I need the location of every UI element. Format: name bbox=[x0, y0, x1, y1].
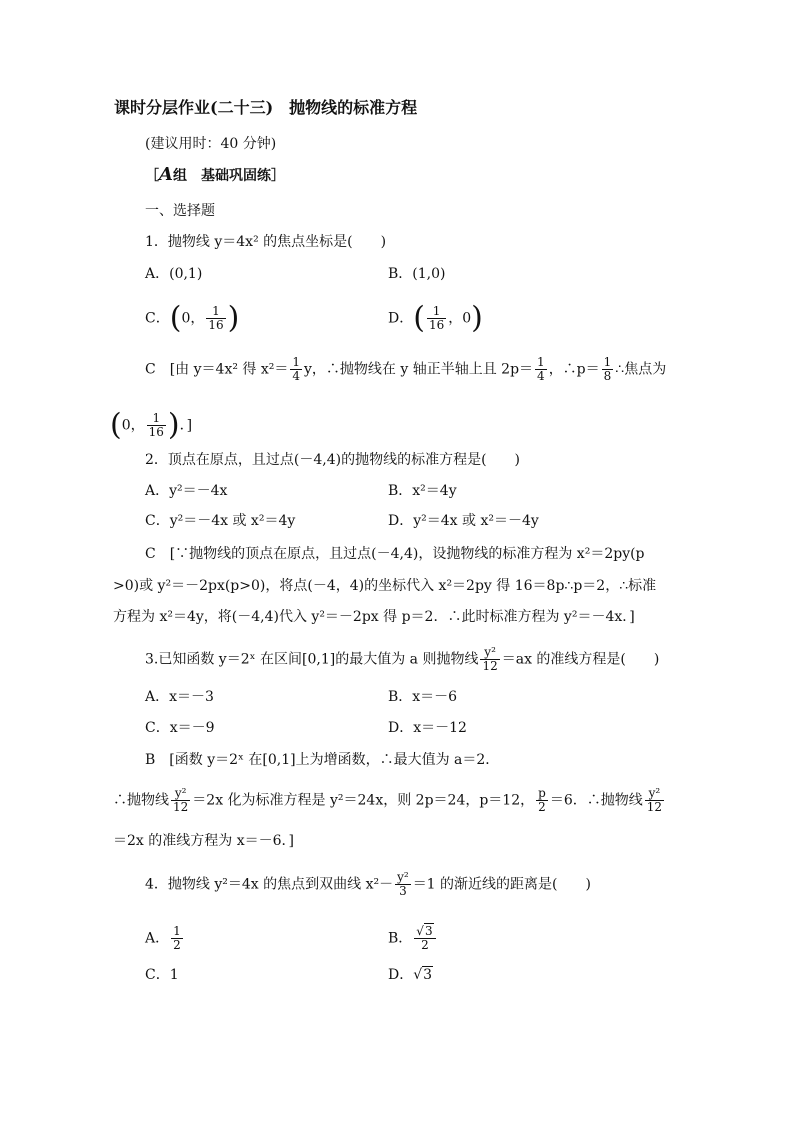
q4-option-c: C．1 bbox=[145, 967, 179, 983]
q2-answer-line2: >0)或 y²＝－2px(p>0)，将点(－4，4)的坐标代入 x²＝2py 得 16＝8p∴p＝2，∴标准 bbox=[113, 578, 657, 594]
stem-text: 4．抛物线 y²＝4x 的焦点到双曲线 x²－ bbox=[145, 876, 394, 893]
group-text: 组 基础巩固练］ bbox=[172, 168, 285, 184]
fraction-num: 1 bbox=[173, 924, 181, 938]
answer-text: ∴抛物线 bbox=[113, 792, 169, 809]
radicand: 3 bbox=[424, 924, 433, 938]
answer-text: ．] bbox=[179, 417, 193, 434]
stem-text: 3.已知函数 y＝2ˣ 在区间[0,1]的最大值为 a 则抛物线 bbox=[145, 651, 479, 668]
fraction-den: 12 bbox=[482, 659, 498, 673]
q2-option-b: B．x²＝4y bbox=[388, 483, 457, 499]
fraction bbox=[395, 871, 411, 898]
stem-text: ＝1 的渐近线的距离是( ) bbox=[412, 876, 591, 893]
fraction-den: 12 bbox=[646, 800, 663, 814]
fraction-num: 1 bbox=[292, 355, 300, 369]
q4-option-a bbox=[145, 925, 185, 952]
q1-option-c-x: 0， bbox=[181, 310, 205, 327]
fraction bbox=[536, 787, 548, 814]
q2-answer-line1: C [∵抛物线的顶点在原点，且过点(－4,4)，设抛物线的标准方程为 x²＝2py(p bbox=[145, 546, 645, 562]
q3-option-c: C．x＝－9 bbox=[145, 720, 215, 736]
fraction-num: 1 bbox=[603, 355, 612, 369]
fraction-num: y² bbox=[645, 787, 664, 801]
group-letter: A bbox=[159, 164, 173, 185]
fraction-den: 12 bbox=[173, 800, 189, 814]
q3-option-d: D．x＝－12 bbox=[388, 720, 467, 736]
fraction bbox=[480, 646, 499, 673]
q4-option-b bbox=[388, 925, 438, 952]
fraction bbox=[290, 356, 302, 383]
answer-text: ∴焦点为 bbox=[615, 361, 667, 378]
paren-right: ) bbox=[227, 300, 240, 336]
fraction bbox=[206, 305, 225, 332]
q1-stem: 1．抛物线 y＝4x² 的焦点坐标是( ) bbox=[145, 234, 387, 250]
fraction-den: 16 bbox=[208, 318, 224, 332]
answer-text: C [由 y＝4x² 得 x²＝ bbox=[145, 361, 289, 378]
fraction-den: 2 bbox=[173, 938, 181, 952]
q1-option-c bbox=[145, 300, 240, 336]
fraction-num: p bbox=[538, 786, 546, 800]
section-heading: 一、选择题 bbox=[145, 203, 215, 219]
fraction bbox=[602, 356, 614, 383]
fraction-den: 2 bbox=[538, 800, 546, 814]
q2-answer-line3: 方程为 x²＝4y，将(－4,4)代入 y²＝－2px 得 p＝2．∴此时标准方程为 y²＝－4x．] bbox=[113, 609, 635, 625]
paren-left: ( bbox=[413, 300, 425, 336]
paren-left: ( bbox=[110, 407, 122, 443]
answer-text: y，∴抛物线在 y 轴正半轴上且 2p＝ bbox=[304, 361, 534, 378]
fraction-den: 8 bbox=[603, 369, 612, 383]
fraction-den: 16 bbox=[428, 318, 445, 332]
answer-text: ＝6．∴抛物线 bbox=[549, 792, 643, 809]
fraction bbox=[427, 305, 446, 332]
fraction-num: 1 bbox=[147, 412, 166, 426]
option-label: A． bbox=[145, 930, 170, 947]
option-label: D． bbox=[388, 967, 414, 983]
fraction-den: 4 bbox=[292, 369, 300, 383]
answer-text: 0， bbox=[121, 417, 145, 434]
fraction-num: y² bbox=[480, 646, 499, 660]
answer-text: ，∴p＝ bbox=[548, 361, 600, 378]
page-title: 课时分层作业(二十三) 抛物线的标准方程 bbox=[114, 98, 418, 117]
q4-option-d: D．√3 bbox=[388, 967, 433, 983]
q2-option-c: C．y²＝－4x 或 x²＝4y bbox=[145, 513, 296, 529]
paren-right: ) bbox=[167, 407, 180, 443]
q3-answer-line1: B [函数 y＝2ˣ 在[0,1]上为增函数，∴最大值为 a＝2． bbox=[145, 752, 500, 768]
q2-option-a: A．y²＝－4x bbox=[145, 483, 228, 499]
q3-answer-line2 bbox=[113, 787, 666, 814]
fraction-num: y² bbox=[171, 787, 190, 801]
q1-answer-line2 bbox=[110, 407, 193, 443]
fraction-den: 2 bbox=[421, 938, 429, 952]
paren-right: ) bbox=[471, 300, 483, 336]
fraction bbox=[414, 925, 435, 952]
fraction bbox=[171, 925, 183, 952]
fraction-num: y² bbox=[397, 870, 409, 884]
fraction-den: 16 bbox=[148, 425, 164, 439]
q1-answer-line1 bbox=[145, 356, 666, 383]
fraction bbox=[645, 787, 664, 814]
fraction bbox=[147, 412, 166, 439]
fraction bbox=[171, 787, 190, 814]
group-bracket: ［ bbox=[145, 168, 159, 184]
group-heading bbox=[145, 165, 285, 186]
q3-stem bbox=[145, 646, 659, 673]
stem-text: ＝ax 的准线方程是( ) bbox=[501, 651, 660, 668]
q4-stem bbox=[145, 871, 591, 898]
fraction-num: 1 bbox=[537, 355, 545, 369]
time-hint: (建议用时：40 分钟) bbox=[145, 136, 277, 152]
fraction-num: 1 bbox=[427, 305, 446, 319]
q1-option-b: B．(1,0) bbox=[388, 266, 446, 282]
fraction-den: 4 bbox=[537, 369, 545, 383]
q1-option-c-label: C． bbox=[145, 310, 170, 327]
fraction-num: 1 bbox=[206, 305, 225, 319]
radicand: 3 bbox=[423, 967, 433, 983]
fraction bbox=[535, 356, 547, 383]
q1-option-d-y: ，0 bbox=[448, 310, 472, 327]
q1-option-d-label: D． bbox=[388, 310, 414, 327]
q3-option-b: B．x＝－6 bbox=[388, 689, 458, 705]
q1-option-d bbox=[388, 300, 483, 336]
fraction-den: 3 bbox=[399, 884, 407, 898]
q1-option-a: A．(0,1) bbox=[145, 266, 203, 282]
q2-option-d: D．y²＝4x 或 x²＝－4y bbox=[388, 513, 539, 529]
fraction-num: √3 bbox=[414, 925, 435, 939]
option-label: B． bbox=[388, 930, 413, 947]
paren-left: ( bbox=[169, 300, 182, 336]
q3-option-a: A．x＝－3 bbox=[145, 689, 214, 705]
q3-answer-line3: ＝2x 的准线方程为 x＝－6．] bbox=[113, 833, 294, 849]
q2-stem: 2．顶点在原点，且过点(－4,4)的抛物线的标准方程是( ) bbox=[145, 452, 521, 468]
answer-text: ＝2x 化为标准方程是 y²＝24x，则 2p＝24，p＝12， bbox=[192, 792, 535, 809]
